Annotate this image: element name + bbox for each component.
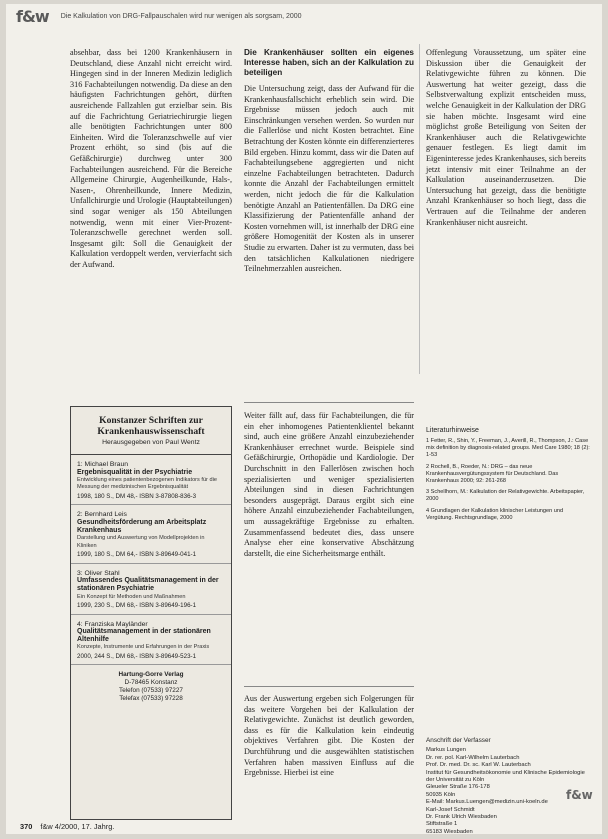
column-2-text: Die Untersuchung zeigt, dass der Aufwand für die Krankenhausfallschicht erheblich sein wird. Die Ergebnisse müssen jedoch auch mit Einschränkungen versehen werden. So wurden nur die Fallerlöse und nicht Kosten betrachtet. Eine Betrachtung der Kosten könnte ein differenzierteres Bild ergeben. Hinzu kommt, dass wir die Daten auf Fachabteilungsebene aggregierten und nicht einzelne Fachabteilungen betrachteten. Dadurch konnte die Anzahl der Fachabteilungen ermittelt werden, nicht jedoch die für die Kalkulation benötigte Anzahl an Patientenfällen. Da DRG eine Klassifizierung der Patientenfälle anhand der Kosten vornehmen will, ist innerhalb der DRG eine größere Homogenität der Kosten als in unserer Studie zu erwarten. Daher ist zu vermuten, dass bei den tatsächlichen Kalkulationen niedrigere Teilnehmerzahlen ausreichen.: [244, 84, 414, 274]
book-meta: 1999, 230 S., DM 68,- ISBN 3-89649-196-1: [77, 602, 197, 610]
book-title: Umfassendes Qualitätsmanagement in der stationären Psychiatrie: [77, 577, 219, 593]
column-2c-text: Aus der Auswertung ergeben sich Folgerungen für das weitere Vorgehen bei der Kalkulation der Relativgewichte. Zunächst ist deutlich geworden, dass es für die Kalkulation kein eindeutig objektives Verfahren gibt. Die Kosten der Durchführung und die ausgewählten statistischen Verfahren haben massiven Einfluss auf die Ergebnisse. Hierbei ist eine: [244, 694, 414, 778]
running-head: Die Kalkulation von DRG-Fallpauschalen wird nur wenigen als sorgsam, 2000: [60, 12, 302, 20]
article-column-3: [426, 48, 586, 228]
book-title: Qualitätsmanagement in der stationären Altenhilfe: [77, 628, 211, 644]
article-column-1: [70, 48, 232, 270]
book-description: Ein Konzept für Methoden und Maßnahmen: [77, 593, 186, 600]
author-address: [426, 737, 591, 836]
address-line: Markus Lungen: [426, 747, 466, 754]
address-line: Stiftstraße 1: [426, 821, 458, 828]
article-column-2-continued: [244, 411, 414, 559]
book-title: Gesundheitsförderung am Arbeitsplatz Krankenhaus: [77, 518, 207, 534]
address-line: Dr. rer. pol. Karl-Wilhelm Lauterbach: [426, 754, 520, 761]
publisher-name: Hartung-Gorre Verlag: [118, 671, 184, 679]
page-header: [6, 4, 602, 28]
issue-info: f&w 4/2000, 17. Jahrg.: [40, 822, 115, 831]
article-column-2: [244, 48, 414, 275]
literature-item: 4 Grundlagen der Kalkulation klinischer Leistungen und Vergütung. Rechtsgrundlage, 2000: [426, 507, 564, 521]
book-description: Darstellung und Auswertung von Modellprojekten in Kliniken: [77, 535, 205, 549]
book-entry: [71, 615, 231, 666]
column-2b-text: Weiter fällt auf, dass für Fachabteilungen, die für ein eher inhomogenes Patientenklientel bekannt sind, auch eine größere Anzahl einzubeziehender Krankenhäuser errechnet wurde. Beispiele sind Gefäßchirurgie, Orthopädie und Kardiologie. Der Durchschnitt in den Fallerlösen zwischen hoch spezialisierten und weniger spezialisierten Abteilungen sind in diesen Fachrichtungen besonders ausgeprägt. Daraus ergibt sich eine höhere Anzahl einzubeziehender Fachabteilungen, um aussagekräftige Ergebnisse zu erhalten. Zusammenfassend bedeutet dies, dass unsere Analyse eher eine konservative Abschätzung darstellt, die eine Sicherheitsmarge enthält.: [244, 411, 414, 558]
journal-logo: f&w: [16, 6, 49, 26]
section-rule-2: [244, 686, 414, 687]
publisher-city: D-78465 Konstanz: [124, 679, 178, 687]
literature-item: 2 Rochell, B., Roeder, N.: DRG – das neue Krankenhausvergütungssystem für Deutschland. Das Krankenhaus 2000; 92: 261-268: [426, 463, 559, 485]
book-meta: 2000, 244 S., DM 68,- ISBN 3-89649-523-1: [77, 652, 197, 660]
book-description: Konzepte, Instrumente und Erfahrungen in der Praxis: [77, 644, 210, 651]
ad-title: Konstanzer Schriften zur Krankenhauswissenschaft: [97, 415, 205, 437]
literature-item: 3 Schellhorn, M.: Kalkulation der Relativgewichte. Arbeitspapier, 2000: [426, 489, 585, 503]
footer-logo: f&w: [566, 788, 593, 802]
book-meta: 1998, 180 S., DM 48,- ISBN 3-87808-836-3: [77, 492, 197, 500]
address-line: Gleueler Straße 176-178: [426, 784, 490, 791]
literature-box: [426, 427, 591, 526]
ad-subtitle: Herausgegeben von Paul Wentz: [102, 439, 200, 446]
book-entry: [71, 505, 231, 563]
address-line: 65183 Wiesbaden: [426, 828, 473, 835]
book-author: 3: Oliver Stahl: [77, 569, 120, 577]
book-title: Ergebnisqualität in der Psychiatrie: [77, 468, 193, 476]
address-heading: Anschrift der Verfasser: [426, 737, 491, 744]
book-description: Entwicklung eines patientenbezogenen Indikators für die Messung der medizinischen Ergebnisqualität: [77, 476, 217, 491]
column-divider: [419, 44, 420, 374]
address-line: Karl-Josef Schmidt: [426, 806, 475, 813]
book-author: 2: Bernhard Leis: [77, 511, 127, 519]
book-advertisement-box: [70, 406, 232, 820]
publisher-phone: Telefon (07533) 97227: [119, 687, 183, 695]
column-3-text: Offenlegung Voraussetzung, um später eine Diskussion über die Genauigkeit der Relativgewichte führen zu können. Die Auswertung hat weiter gezeigt, dass die Selbstverwaltung explizit entscheiden muss, welche Genauigkeit in der Kalkulation der DRG sie haben möchte. Insgesamt wird eine möglichst große Beteiligung von Seiten der Krankenhäuser auch die Relativgewichte genauer festlegen. Es liegt damit im Eigeninteresse jedes Krankenhauses, sich bereits jetzt intensiv mit einer Teilnahme an der Kalkulation auseinanderzusetzen. Die Untersuchung hat gezeigt, dass die benötigte Anzahl Krankenhäuser so hoch liegt, dass die Vertrauen auf die Teilnahme der anderen Krankenhäuser nicht ausreicht.: [426, 48, 586, 227]
literature-item: 1 Fetter, R., Shin, Y., Freeman, J., Averill, R., Thompson, J.: Case mix definition by diagnosis-related groups. Med Care 1980; 18 (2): 1-53: [426, 438, 590, 459]
book-entry: [71, 564, 231, 615]
page-footer: [20, 822, 114, 831]
book-meta: 1999, 180 S., DM 64,- ISBN 3-89649-041-1: [77, 551, 197, 559]
publisher-info: [71, 665, 231, 703]
article-column-2-end: [244, 694, 414, 779]
book-author: 4: Franziska Mayländer: [77, 620, 148, 628]
document-page: [6, 4, 602, 834]
address-line: 50935 Köln: [426, 791, 456, 798]
page-number: 370: [20, 822, 33, 831]
literature-heading: Literaturhinweise: [426, 427, 479, 434]
section-heading: Die Krankenhäuser sollten ein eigenes Interesse haben, sich an der Kalkulation zu beteiligen: [244, 48, 414, 77]
section-rule: [244, 402, 414, 403]
book-author: 1: Michael Braun: [77, 461, 129, 468]
address-line: Institut für Gesundheitsökonomie und Klinische Epidemiologie der Universität zu Köln: [426, 769, 585, 784]
address-line: Dr. Frank Ulrich Wiesbaden: [426, 814, 497, 821]
book-entry: [71, 455, 231, 505]
address-line: Prof. Dr. med. Dr. sc. Karl W. Lauterbach: [426, 762, 531, 769]
address-line: E-Mail: Markus.Luengen@medizin.uni-koeln.de: [426, 799, 548, 806]
publisher-fax: Telefax (07533) 97228: [119, 695, 183, 703]
column-1-text: absehbar, dass bei 1200 Krankenhäusern in Deutschland, diese Anzahl nicht erreicht wird. Hingegen sind in der Inneren Medizin lediglich 316 Fachabteilungen notwendig. Da diese an den häufigsten Fachrichtungen gehört, dürften ausreichende Fallzahlen gut erzielbar sein. Bis auf die Fachrichtung Geriatriechirurgie liegen alle benötigten Fachrichtungen unter 800 Einheiten. Wird die Toleranzschwelle auf vier Prozent erhöht, so sind (bis auf die Gefäßchirurgie) durchweg unter 300 Fachabteilungen ausreichend. Für die Bereiche Allgemeine Chirurgie, Augenheilkunde, Hals-, Nasen-, Ohrenheilkunde, Innere Medizin, Unfallchirurgie und Urologie (Hauptabteilungen) sind sogar weniger als 150 Abteilungen notwendig, wenn mit einer Vier-Prozent-Toleranzschwelle gerechnet werden soll. Insgesamt gilt: Soll die Genauigkeit der Kalkulation verdoppelt werden, vervierfacht sich der Aufwand.: [70, 48, 232, 269]
